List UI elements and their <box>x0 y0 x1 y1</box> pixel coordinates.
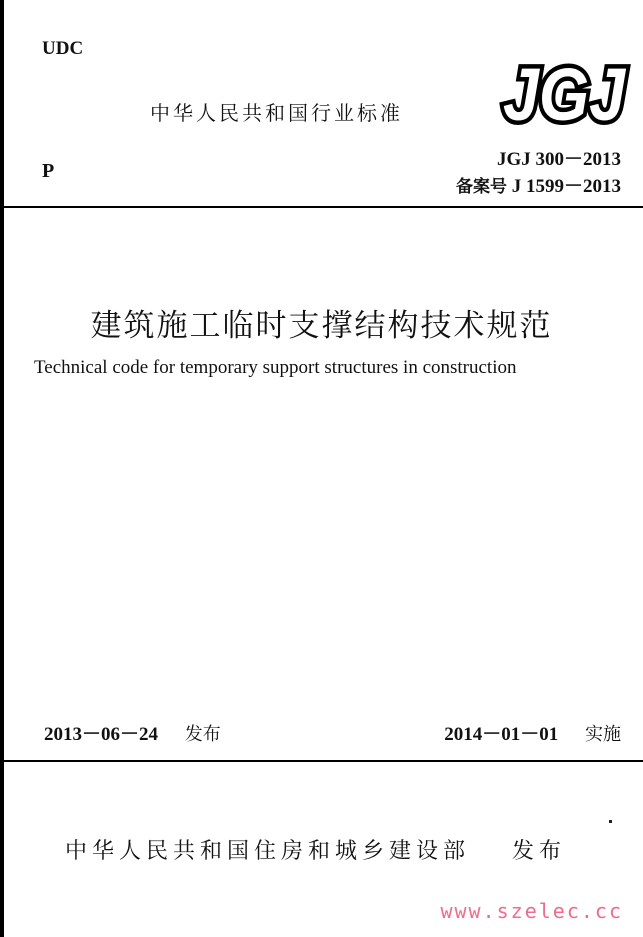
scan-speck <box>609 820 612 823</box>
category-letter: P <box>42 160 55 182</box>
issue-label: 发布 <box>184 724 221 745</box>
record-label: 备案号 <box>455 177 507 197</box>
jgj-logo-text: JGJ <box>503 53 627 136</box>
implementation-date-line <box>444 719 621 746</box>
top-divider <box>4 206 643 208</box>
record-number-line <box>456 171 621 198</box>
standard-number: JGJ 300－2013 <box>496 149 621 170</box>
udc-label: UDC <box>42 38 84 59</box>
issue-date-line <box>44 719 221 746</box>
record-number: J 1599－2013 <box>511 176 621 197</box>
bottom-divider <box>4 760 643 762</box>
industry-standard-heading: 中华人民共和国行业标准 <box>150 101 403 125</box>
publish-label: 发布 <box>512 839 567 864</box>
english-title: Technical code for temporary support structures in construction <box>34 357 517 378</box>
implementation-date: 2014－01－01 <box>444 724 559 745</box>
publisher-name: 中华人民共和国住房和城乡建设部 <box>65 839 471 864</box>
left-border <box>0 0 4 937</box>
chinese-title: 建筑施工临时支撑结构技术规范 <box>90 308 553 344</box>
issue-date: 2013－06－24 <box>44 724 159 745</box>
jgj-logo <box>500 53 628 136</box>
watermark: www.szelec.cc <box>440 899 623 923</box>
publisher-line <box>65 834 566 865</box>
implementation-label: 实施 <box>585 724 621 745</box>
